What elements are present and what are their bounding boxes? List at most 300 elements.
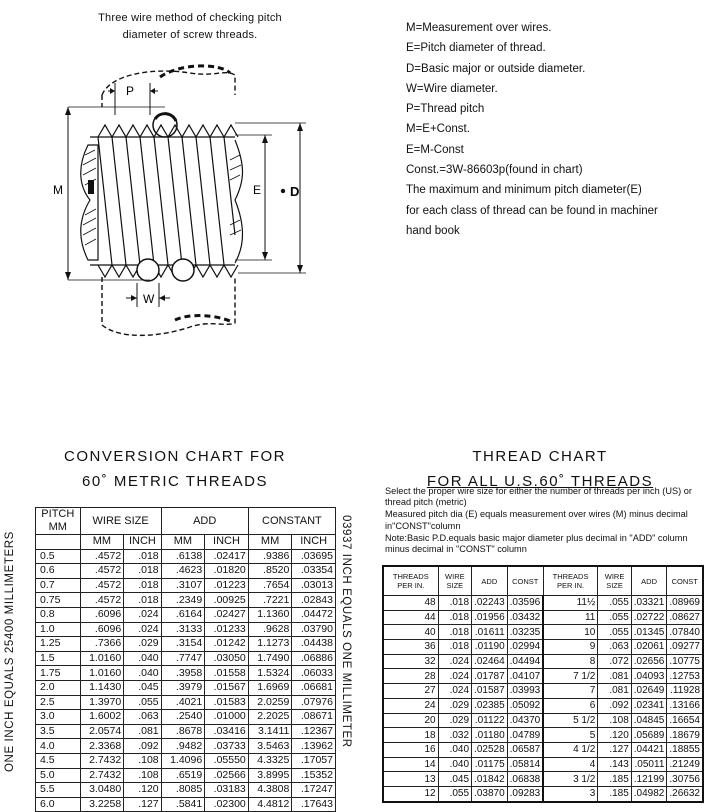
table-cell: 1.0160 [80, 651, 124, 666]
table-cell: .02994 [507, 640, 543, 655]
table-cell: .7221 [248, 593, 292, 608]
table-cell: .01122 [472, 713, 508, 728]
conversion-table-body [36, 549, 336, 812]
table-cell: 14 [383, 757, 438, 772]
table-row [36, 637, 336, 652]
table-cell: .040 [438, 742, 471, 757]
table-cell: .063 [124, 710, 161, 725]
table-cell: .12753 [667, 669, 703, 684]
table-cell: .9386 [248, 549, 292, 564]
table-cell: .02300 [205, 797, 249, 812]
table-cell: 27 [383, 684, 438, 699]
table-cell: .03013 [292, 578, 336, 593]
table-row [36, 578, 336, 593]
header-constant: CONSTANT [248, 508, 335, 535]
table-cell: .05814 [507, 757, 543, 772]
table-cell: 3.0 [36, 710, 81, 725]
label-p: P [126, 84, 135, 98]
legend-line: Const.=3W-86603p(found in chart) [406, 164, 583, 177]
table-cell: .6096 [80, 622, 124, 637]
legend-line: The maximum and minimum pitch diameter(E) [406, 184, 642, 197]
table-cell: .05550 [205, 753, 249, 768]
table-cell: .9628 [248, 622, 292, 637]
table-cell: .12199 [631, 772, 667, 787]
table-cell: .01242 [205, 637, 249, 652]
table-cell: 4.5 [36, 753, 81, 768]
table-cell: .01611 [472, 625, 508, 640]
table-cell: .01175 [472, 757, 508, 772]
table-cell: 3 1/2 [543, 772, 598, 787]
table-cell: .8520 [248, 564, 292, 579]
table-cell: 2.2025 [248, 710, 292, 725]
header-threads-per-inch: THREADS PER IN. [383, 566, 438, 596]
table-cell: 5 [543, 728, 598, 743]
table-row [383, 669, 703, 684]
table-cell: .17057 [292, 753, 336, 768]
table-cell: .02566 [205, 768, 249, 783]
table-cell: .08671 [292, 710, 336, 725]
table-cell: .018 [438, 596, 471, 611]
table-cell: 2.3368 [80, 739, 124, 754]
table-cell: .18679 [667, 728, 703, 743]
table-cell: .4572 [80, 564, 124, 579]
table-cell: .4572 [80, 549, 124, 564]
subheader-mm: MM [161, 535, 205, 550]
table-cell: .16654 [667, 713, 703, 728]
table-cell: 3 [543, 786, 598, 801]
table-cell: .024 [438, 654, 471, 669]
table-cell: .06587 [507, 742, 543, 757]
thread-title-line-1: THREAD CHART [472, 448, 608, 465]
table-cell: 1.7490 [248, 651, 292, 666]
header-threads-per-inch: THREADS PER IN. [543, 566, 598, 596]
table-cell: .08969 [667, 596, 703, 611]
table-cell: 1.1273 [248, 637, 292, 652]
table-cell: .03050 [205, 651, 249, 666]
table-cell: .04370 [507, 713, 543, 728]
table-cell: 4.4812 [248, 797, 292, 812]
table-cell: .02427 [205, 607, 249, 622]
thread-title-line-2: FOR ALL U.S.60˚ THREADS [426, 473, 654, 490]
table-cell: .02417 [205, 549, 249, 564]
thread-table [382, 565, 704, 803]
table-row [36, 753, 336, 768]
table-cell: .01567 [205, 680, 249, 695]
table-row [383, 684, 703, 699]
label-d: D [290, 184, 300, 199]
table-cell: .055 [598, 610, 631, 625]
table-cell: .02341 [631, 698, 667, 713]
inch-to-mm-note: ONE INCH EQUALS 25400 MILLIMETERS [4, 531, 16, 772]
table-cell: .143 [598, 757, 631, 772]
table-row [36, 607, 336, 622]
legend-line: hand book [406, 224, 460, 237]
table-cell: .04472 [292, 607, 336, 622]
table-cell: 4 [543, 757, 598, 772]
legend-line: M=Measurement over wires. [406, 22, 552, 34]
table-cell: 4.3325 [248, 753, 292, 768]
table-cell: .018 [438, 610, 471, 625]
conversion-table [35, 507, 336, 812]
table-row [36, 666, 336, 681]
table-cell: .04421 [631, 742, 667, 757]
table-row [36, 593, 336, 608]
table-row [36, 739, 336, 754]
table-cell: .024 [438, 684, 471, 699]
table-cell: .185 [598, 786, 631, 801]
table-cell: 1.5324 [248, 666, 292, 681]
table-cell: 11½ [543, 596, 598, 611]
table-cell: .04494 [507, 654, 543, 669]
table-cell: 1.5 [36, 651, 81, 666]
table-cell: .4572 [80, 593, 124, 608]
table-cell: 4 1/2 [543, 742, 598, 757]
legend-line: M=E+Const. [406, 123, 470, 136]
table-cell: 0.6 [36, 564, 81, 579]
subheader-inch: INCH [205, 535, 249, 550]
table-cell: .08627 [667, 610, 703, 625]
table-cell: 3.8995 [248, 768, 292, 783]
table-cell: .03870 [472, 786, 508, 801]
table-row [36, 622, 336, 637]
table-cell: 28 [383, 669, 438, 684]
table-cell: .3154 [161, 637, 205, 652]
table-cell: .3133 [161, 622, 205, 637]
table-cell: 36 [383, 640, 438, 655]
table-cell: .17247 [292, 783, 336, 798]
table-cell: .01345 [631, 625, 667, 640]
table-cell: .03235 [507, 625, 543, 640]
table-cell: .029 [438, 698, 471, 713]
table-cell: .15352 [292, 768, 336, 783]
table-cell: .03416 [205, 724, 249, 739]
table-row [36, 695, 336, 710]
thread-header-row [383, 566, 703, 596]
table-cell: 7 [543, 684, 598, 699]
table-cell: .01583 [205, 695, 249, 710]
table-cell: 2.5 [36, 695, 81, 710]
table-cell: .081 [598, 684, 631, 699]
table-cell: .029 [438, 713, 471, 728]
table-cell: .01587 [472, 684, 508, 699]
table-cell: .120 [124, 783, 161, 798]
table-cell: 2.7432 [80, 753, 124, 768]
table-cell: .018 [438, 625, 471, 640]
table-cell: .040 [124, 651, 161, 666]
conversion-title-line-1: CONVERSION CHART FOR [64, 448, 286, 465]
table-cell: 16 [383, 742, 438, 757]
header-pitch: PITCH MM [36, 508, 81, 535]
table-cell: .01820 [205, 564, 249, 579]
header-wire-size: WIRE SIZE [598, 566, 631, 596]
table-cell: .108 [598, 713, 631, 728]
table-cell: 3.5463 [248, 739, 292, 754]
table-row [36, 549, 336, 564]
table-cell: .01190 [472, 640, 508, 655]
table-cell: 1.6002 [80, 710, 124, 725]
table-cell: .06886 [292, 651, 336, 666]
subheader-inch: INCH [292, 535, 336, 550]
table-cell: .04845 [631, 713, 667, 728]
table-cell: 18 [383, 728, 438, 743]
table-cell: .055 [438, 786, 471, 801]
legend-line: W=Wire diameter. [406, 82, 498, 95]
conversion-title-line-2: 60˚ METRIC THREADS [82, 473, 268, 490]
table-cell: .02464 [472, 654, 508, 669]
thread-table-body [383, 596, 703, 802]
table-cell: .6096 [80, 607, 124, 622]
table-cell: .04107 [507, 669, 543, 684]
legend-line: E=M-Const [406, 143, 464, 156]
table-cell: .024 [438, 669, 471, 684]
label-w: W [143, 292, 155, 306]
table-row [383, 610, 703, 625]
table-cell: 4.0 [36, 739, 81, 754]
table-cell: 10 [543, 625, 598, 640]
table-cell: .13166 [667, 698, 703, 713]
table-cell: 24 [383, 698, 438, 713]
table-cell: .024 [124, 607, 161, 622]
table-cell: 13 [383, 772, 438, 787]
table-row [383, 625, 703, 640]
mm-to-inch-note: 03937 INCH EQUALS ONE MILLIMETER [340, 515, 352, 748]
table-cell: 20 [383, 713, 438, 728]
thread-note: Note:Basic P.D.equals basic major diameter plus decimal in "ADD" column minus decimal in "CONST" column [385, 532, 688, 555]
table-cell: .09283 [507, 786, 543, 801]
table-cell: .018 [438, 640, 471, 655]
table-cell: 1.6969 [248, 680, 292, 695]
table-cell: 48 [383, 596, 438, 611]
table-cell: .5841 [161, 797, 205, 812]
table-cell: .127 [598, 742, 631, 757]
table-cell: .4021 [161, 695, 205, 710]
table-row [383, 596, 703, 611]
table-cell: .6164 [161, 607, 205, 622]
table-cell: .3979 [161, 680, 205, 695]
table-cell: 1.1430 [80, 680, 124, 695]
table-cell: .7366 [80, 637, 124, 652]
thread-note: Select the proper wire size for either the number of threads per inch (US) or thread pitch (metric) [385, 486, 692, 508]
table-cell: .09277 [667, 640, 703, 655]
legend-line: E=Pitch diameter of thread. [406, 42, 546, 55]
table-cell: .01956 [472, 610, 508, 625]
table-row [36, 564, 336, 579]
table-cell: 0.8 [36, 607, 81, 622]
table-row [36, 651, 336, 666]
table-cell: .01233 [205, 622, 249, 637]
table-row [383, 742, 703, 757]
table-cell: .06838 [507, 772, 543, 787]
table-cell: .02843 [292, 593, 336, 608]
table-cell: 9 [543, 640, 598, 655]
table-cell: .7747 [161, 651, 205, 666]
table-cell: 3.5 [36, 724, 81, 739]
table-cell: .018 [124, 564, 161, 579]
table-cell: .018 [124, 549, 161, 564]
table-cell: .6519 [161, 768, 205, 783]
table-cell: .127 [124, 797, 161, 812]
table-cell: 5.5 [36, 783, 81, 798]
table-cell: .120 [598, 728, 631, 743]
table-cell: .04438 [292, 637, 336, 652]
table-cell: .02649 [631, 684, 667, 699]
table-cell: .040 [438, 757, 471, 772]
table-cell: .108 [124, 753, 161, 768]
table-cell: .018 [124, 578, 161, 593]
table-row [383, 772, 703, 787]
table-cell: .06681 [292, 680, 336, 695]
table-cell: .03183 [205, 783, 249, 798]
table-cell: .055 [124, 695, 161, 710]
table-cell: .8085 [161, 783, 205, 798]
table-cell: 0.75 [36, 593, 81, 608]
table-cell: .081 [598, 669, 631, 684]
table-cell: .05092 [507, 698, 543, 713]
table-cell: 2.0574 [80, 724, 124, 739]
table-row [36, 797, 336, 812]
conversion-chart-title [40, 444, 310, 494]
table-cell: .26632 [667, 786, 703, 801]
table-cell: .07840 [667, 625, 703, 640]
table-cell: .055 [598, 625, 631, 640]
table-cell: 4.3808 [248, 783, 292, 798]
header-add: ADD [631, 566, 667, 596]
table-cell: .081 [124, 724, 161, 739]
table-cell: .018 [124, 593, 161, 608]
conversion-header-row [36, 508, 336, 535]
table-cell: .04789 [507, 728, 543, 743]
table-cell: .045 [124, 680, 161, 695]
table-row [383, 640, 703, 655]
table-cell: .00925 [205, 593, 249, 608]
table-cell: .10775 [667, 654, 703, 669]
table-row [383, 654, 703, 669]
table-cell: .8678 [161, 724, 205, 739]
table-cell: .02385 [472, 698, 508, 713]
table-cell: .21249 [667, 757, 703, 772]
table-cell: .092 [598, 698, 631, 713]
table-cell: .03993 [507, 684, 543, 699]
header-wire-size: WIRE SIZE [438, 566, 471, 596]
legend-line: for each class of thread can be found in machiner [406, 204, 658, 217]
table-cell: .4623 [161, 564, 205, 579]
label-m: M [53, 183, 63, 197]
table-cell: .02061 [631, 640, 667, 655]
table-cell: 0.7 [36, 578, 81, 593]
table-cell: 0.5 [36, 549, 81, 564]
thread-chart-notes [385, 486, 703, 556]
table-cell: .3107 [161, 578, 205, 593]
table-cell: .12367 [292, 724, 336, 739]
table-cell: .029 [124, 637, 161, 652]
table-cell: 3.2258 [80, 797, 124, 812]
table-row [383, 728, 703, 743]
legend-line: P=Thread pitch [406, 103, 485, 116]
table-cell: .045 [438, 772, 471, 787]
caption-line-1: Three wire method of checking pitch [98, 12, 282, 24]
table-cell: 11 [543, 610, 598, 625]
table-cell: .9482 [161, 739, 205, 754]
table-cell: .092 [124, 739, 161, 754]
table-cell: .06033 [292, 666, 336, 681]
table-cell: .05011 [631, 757, 667, 772]
table-cell: 1.4096 [161, 753, 205, 768]
table-cell: .18855 [667, 742, 703, 757]
header-add: ADD [161, 508, 248, 535]
table-cell: .02656 [631, 654, 667, 669]
three-wire-diagram [40, 55, 330, 345]
table-cell: .2540 [161, 710, 205, 725]
table-cell: .03790 [292, 622, 336, 637]
table-cell: .185 [598, 772, 631, 787]
table-cell: .03596 [507, 596, 543, 611]
subheader-inch: INCH [124, 535, 161, 550]
table-cell: 1.0 [36, 622, 81, 637]
table-cell: .02528 [472, 742, 508, 757]
thread-note: Measured pitch dia (E) equals measurement over wires (M) minus decimal in"CONST"column [385, 509, 688, 531]
table-cell: 2.7432 [80, 768, 124, 783]
table-row [383, 757, 703, 772]
table-cell: .05689 [631, 728, 667, 743]
diagram-caption [60, 10, 320, 44]
table-cell: .108 [124, 768, 161, 783]
table-cell: .02243 [472, 596, 508, 611]
table-cell: .01000 [205, 710, 249, 725]
table-cell: 32 [383, 654, 438, 669]
table-cell: .2349 [161, 593, 205, 608]
legend-line: D=Basic major or outside diameter. [406, 62, 586, 75]
conversion-subheader-row [36, 535, 336, 550]
table-row [36, 724, 336, 739]
formula-legend [406, 18, 658, 241]
table-cell: .024 [124, 622, 161, 637]
table-cell: .03733 [205, 739, 249, 754]
table-cell: .4572 [80, 578, 124, 593]
table-cell: .03354 [292, 564, 336, 579]
header-add: ADD [472, 566, 508, 596]
table-cell: .063 [598, 640, 631, 655]
table-cell: 5.0 [36, 768, 81, 783]
table-cell: .01787 [472, 669, 508, 684]
table-cell: .30756 [667, 772, 703, 787]
table-cell: 8 [543, 654, 598, 669]
table-cell: .17643 [292, 797, 336, 812]
table-cell: 1.1360 [248, 607, 292, 622]
table-cell: 1.25 [36, 637, 81, 652]
table-cell: .6138 [161, 549, 205, 564]
table-cell: .03432 [507, 610, 543, 625]
table-cell: .01558 [205, 666, 249, 681]
table-cell: 3.0480 [80, 783, 124, 798]
table-cell: .032 [438, 728, 471, 743]
table-row [383, 698, 703, 713]
header-const: CONST [507, 566, 543, 596]
table-cell: .07976 [292, 695, 336, 710]
table-cell: 6 [543, 698, 598, 713]
table-cell: 3.1411 [248, 724, 292, 739]
table-cell: .03321 [631, 596, 667, 611]
table-cell: .072 [598, 654, 631, 669]
table-cell: 12 [383, 786, 438, 801]
table-cell: .04093 [631, 669, 667, 684]
table-cell: 1.3970 [80, 695, 124, 710]
table-cell: .04982 [631, 786, 667, 801]
header-const: CONST [667, 566, 703, 596]
table-cell: 44 [383, 610, 438, 625]
subheader-mm: MM [248, 535, 292, 550]
subheader-mm: MM [80, 535, 124, 550]
table-cell: 6.0 [36, 797, 81, 812]
